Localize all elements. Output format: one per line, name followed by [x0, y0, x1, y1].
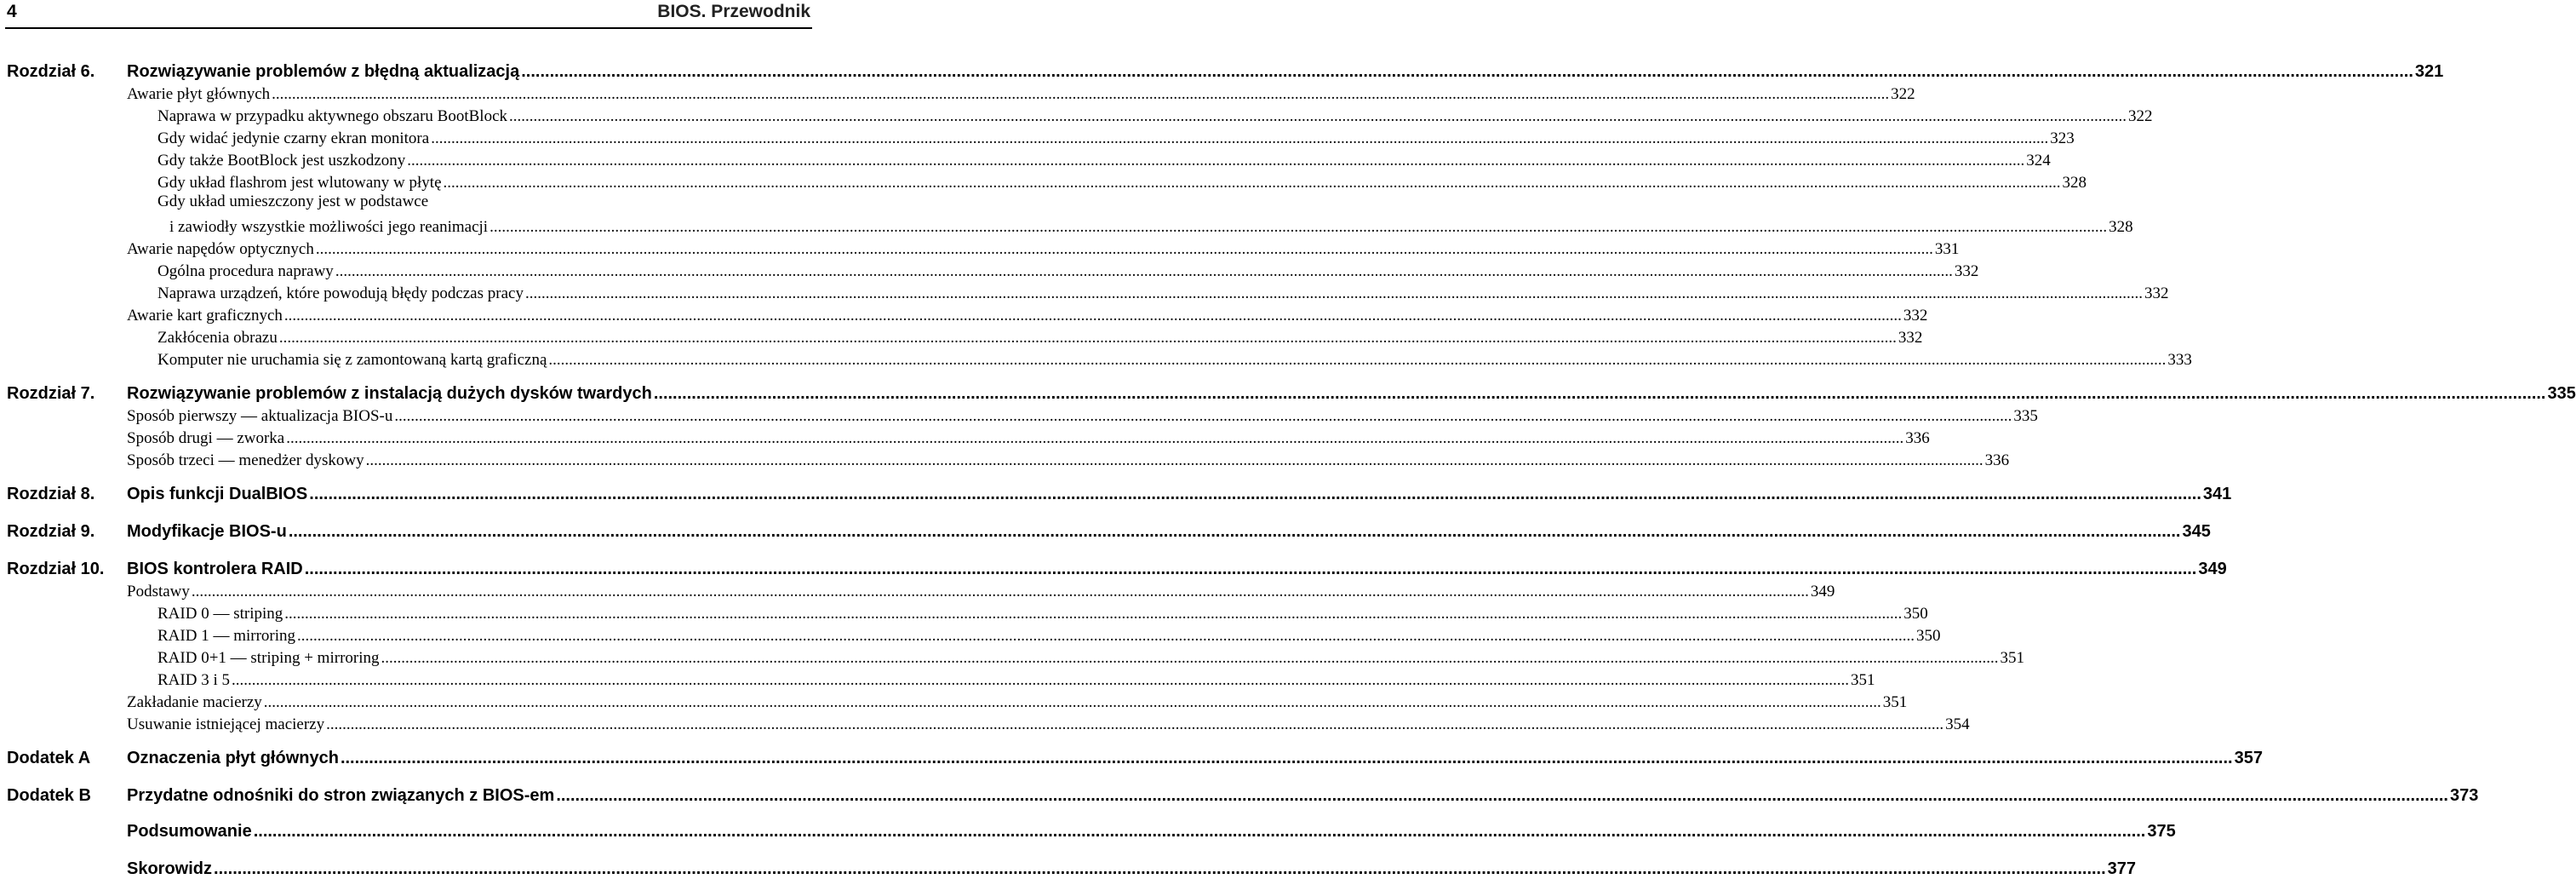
toc-entry [127, 429, 1930, 448]
toc-page-number: 375 [2147, 822, 2176, 841]
toc-section-row [0, 303, 1928, 325]
toc-section-row [0, 126, 2075, 148]
toc-entry-title: Modyfikacje BIOS-u [127, 522, 287, 541]
dot-leader: ................................................................................................................................................................................................................................................................................................................................................................................................................ [315, 240, 1933, 258]
toc-page-number: 336 [1984, 451, 2010, 469]
dot-leader: ................................................................................................................................................................................................................................................................................................................................................................................................................ [365, 451, 1984, 469]
dot-leader: ................................................................................................................................................................................................................................................................................................................................................................................................................ [284, 605, 1903, 623]
toc-entry [157, 152, 2051, 170]
toc-chapter-row [0, 746, 2263, 768]
toc-page-number: 336 [1905, 429, 1930, 447]
toc-entry-title: RAID 0 — striping [157, 605, 283, 623]
toc-entry-title: Przydatne odnośniki do stron związanych z BIOS-em [127, 786, 555, 805]
toc-entry-title: RAID 1 — mirroring [157, 627, 296, 645]
toc-section-row [0, 690, 1908, 712]
toc-page-number: 324 [2026, 152, 2051, 169]
toc-page-number: 357 [2234, 749, 2263, 767]
toc-section-row [0, 712, 1970, 734]
dot-leader: ................................................................................................................................................................................................................................................................................................................................................................................................................ [407, 152, 2025, 169]
toc-page-number: 335 [2013, 407, 2038, 425]
toc-page-number: 332 [1898, 329, 1923, 347]
toc-entry [127, 384, 2576, 404]
dot-leader: ................................................................................................................................................................................................................................................................................................................................................................................................................ [524, 284, 2143, 302]
toc-page-number: 328 [2109, 218, 2133, 236]
dot-leader: ................................................................................................................................................................................................................................................................................................................................................................................................................ [278, 329, 1897, 347]
toc-entry-title: Awarie napędów optycznych [127, 240, 314, 258]
toc-entry-title: Awarie kart graficznych [127, 307, 283, 325]
toc-entry [157, 627, 1941, 646]
dot-leader: ................................................................................................................................................................................................................................................................................................................................................................................................................ [653, 384, 2546, 403]
dot-leader: ................................................................................................................................................................................................................................................................................................................................................................................................................ [335, 262, 1953, 280]
toc-page-number: 322 [1891, 85, 1915, 103]
toc-entry-title: Usuwanie istniejącej macierzy [127, 715, 325, 733]
toc-entry [157, 284, 2169, 303]
toc-section-row [0, 325, 1923, 348]
toc-entry [157, 329, 1923, 348]
toc-entry-title: Sposób trzeci — menedżer dyskowy [127, 451, 364, 469]
toc-chapter-label: Dodatek A [7, 749, 91, 767]
toc-section-row [0, 348, 2192, 370]
toc-page-number: 321 [2414, 62, 2444, 81]
toc-page-number: 332 [1903, 307, 1928, 325]
toc-page-number: 331 [1934, 240, 1960, 258]
toc-entry [157, 262, 1979, 281]
toc-page-number: 332 [2144, 284, 2169, 302]
toc-entry [127, 715, 1970, 734]
toc-entry-title: Zakłócenia obrazu [157, 329, 278, 347]
toc-entry-title: i zawiodły wszystkie możliwości jego reanimacji [169, 218, 489, 236]
toc-entry-title: Rozwiązywanie problemów z błędną aktualizacją [127, 62, 520, 81]
toc-page-number: 349 [2198, 560, 2227, 578]
toc-entry-title: RAID 0+1 — striping + mirroring [157, 649, 380, 667]
toc-page-number: 351 [1850, 671, 1875, 689]
dot-leader: ................................................................................................................................................................................................................................................................................................................................................................................................................ [191, 583, 1809, 600]
toc-entry-title: Awarie płyt głównych [127, 85, 271, 103]
dot-leader: ................................................................................................................................................................................................................................................................................................................................................................................................................ [272, 85, 1890, 103]
dot-leader: ................................................................................................................................................................................................................................................................................................................................................................................................................ [489, 218, 2108, 236]
dot-leader: ................................................................................................................................................................................................................................................................................................................................................................................................................ [394, 407, 2012, 425]
toc-entry-title: Gdy układ flashrom jest wlutowany w płytę [157, 174, 442, 192]
toc-entry-title: RAID 3 i 5 [157, 671, 230, 689]
toc-page-number: 333 [2167, 351, 2192, 369]
toc-chapter-row [0, 819, 2176, 842]
toc-section-row [0, 601, 1928, 623]
toc-chapter-row [0, 520, 2211, 542]
toc-entry-title: Podstawy [127, 583, 190, 600]
dot-leader: ................................................................................................................................................................................................................................................................................................................................................................................................................ [556, 786, 2448, 805]
toc-entry-title: Podsumowanie [127, 822, 252, 841]
toc-page-number: 350 [1903, 605, 1928, 623]
toc-page-number: 332 [1954, 262, 1979, 280]
toc-section-row [0, 646, 2024, 668]
toc-page-number: 328 [2062, 174, 2087, 192]
toc-section-row [0, 170, 2087, 192]
toc-entry-title: Gdy widać jedynie czarny ekran monitora [157, 129, 430, 147]
toc-entry-title: Komputer nie uruchamia się z zamontowaną kartą graficzną [157, 351, 547, 369]
toc-section-row [0, 82, 1915, 104]
toc-chapter-label: Rozdział 9. [7, 522, 95, 541]
toc-chapter-row [0, 482, 2232, 504]
toc-chapter-label: Dodatek B [7, 786, 91, 805]
toc-page-number: 335 [2547, 384, 2576, 403]
toc-entry-title: Gdy układ umieszczony jest w podstawce [157, 192, 429, 210]
toc-chapter-row [0, 857, 2137, 879]
dot-leader: ................................................................................................................................................................................................................................................................................................................................................................................................................ [548, 351, 2167, 369]
toc-chapter-row [0, 557, 2227, 579]
toc-section-row [0, 623, 1941, 646]
dot-leader: ................................................................................................................................................................................................................................................................................................................................................................................................................ [253, 822, 2146, 841]
toc-section-row [0, 579, 1835, 601]
toc-entry [157, 107, 2153, 126]
toc-section-row [0, 237, 1960, 259]
toc-entry-title: Naprawa w przypadku aktywnego obszaru BootBlock [157, 107, 508, 125]
toc-entry [127, 307, 1928, 325]
toc-entry [127, 407, 2038, 426]
toc-entry [157, 174, 2087, 192]
toc-entry [127, 693, 1908, 712]
toc-page-number: 373 [2449, 786, 2479, 805]
toc-chapter-label: Rozdział 6. [7, 62, 95, 81]
toc-page-number: 349 [1810, 583, 1835, 600]
toc-entry-title: Opis funkcji DualBIOS [127, 485, 308, 503]
toc-chapter-row [0, 382, 2576, 404]
toc-chapter-row [0, 784, 2479, 806]
toc-entry [157, 671, 1875, 690]
toc-entry-title: Naprawa urządzeń, które powodują błędy podczas pracy [157, 284, 524, 302]
toc-chapter-label: Rozdział 10. [7, 560, 105, 578]
page-number: 4 [7, 2, 17, 21]
toc-entry [127, 451, 2010, 470]
dot-leader: ................................................................................................................................................................................................................................................................................................................................................................................................................ [283, 307, 1902, 325]
toc-entry-title: Ogólna procedura naprawy [157, 262, 334, 280]
toc-page-number: 345 [2182, 522, 2211, 541]
dot-leader: ................................................................................................................................................................................................................................................................................................................................................................................................................ [297, 627, 1915, 645]
toc-entry [127, 522, 2211, 542]
toc-section-row [0, 281, 2169, 303]
toc-chapter-row [0, 60, 2444, 82]
dot-leader: ................................................................................................................................................................................................................................................................................................................................................................................................................ [288, 522, 2181, 541]
toc-entry [127, 62, 2444, 82]
dot-leader: ................................................................................................................................................................................................................................................................................................................................................................................................................ [431, 129, 2049, 147]
toc-page-number: 323 [2050, 129, 2075, 147]
toc-section-row [0, 668, 1875, 690]
toc-entry [127, 560, 2227, 579]
dot-leader: ................................................................................................................................................................................................................................................................................................................................................................................................................ [214, 859, 2106, 878]
toc-section-row [0, 148, 2051, 170]
toc-entry [127, 822, 2176, 842]
toc-page-number: 351 [1882, 693, 1908, 711]
toc-entry-title: Rozwiązywanie problemów z instalacją dużych dysków twardych [127, 384, 652, 403]
toc-page-number: 350 [1916, 627, 1941, 645]
toc-page-number: 341 [2202, 485, 2232, 503]
dot-leader: ................................................................................................................................................................................................................................................................................................................................................................................................................ [286, 429, 1904, 447]
toc-entry-title: Gdy także BootBlock jest uszkodzony [157, 152, 406, 169]
toc-chapter-label: Rozdział 8. [7, 485, 95, 503]
toc-section-row [0, 215, 2133, 237]
toc-page-number: 351 [2000, 649, 2024, 667]
toc-entry [127, 859, 2137, 879]
toc-page-number: 322 [2128, 107, 2153, 125]
dot-leader: ................................................................................................................................................................................................................................................................................................................................................................................................................ [304, 560, 2197, 578]
toc-entry-title: BIOS kontrolera RAID [127, 560, 303, 578]
toc-entry-title: Oznaczenia płyt głównych [127, 749, 339, 767]
dot-leader: ................................................................................................................................................................................................................................................................................................................................................................................................................ [521, 62, 2413, 81]
toc-section-row [0, 104, 2153, 126]
toc-section-row [0, 426, 1930, 448]
toc-entry [157, 605, 1928, 623]
book-title: BIOS. Przewodnik [657, 2, 810, 21]
dot-leader: ................................................................................................................................................................................................................................................................................................................................................................................................................ [231, 671, 1849, 689]
toc-entry [127, 749, 2263, 768]
toc-entry [127, 786, 2479, 806]
toc-entry-title: Skorowidz [127, 859, 213, 878]
toc-entry-title: Zakładanie macierzy [127, 693, 262, 711]
toc-entry-title: Sposób pierwszy — aktualizacja BIOS-u [127, 407, 393, 425]
toc-entry [157, 129, 2075, 148]
toc-entry [127, 85, 1915, 104]
dot-leader: ................................................................................................................................................................................................................................................................................................................................................................................................................ [263, 693, 1881, 711]
toc-section-row [0, 259, 1979, 281]
toc-entry [169, 218, 2133, 237]
toc-chapter-label: Rozdział 7. [7, 384, 95, 403]
toc-entry [157, 649, 2024, 668]
toc-page-number: 377 [2107, 859, 2137, 878]
toc-section-row [0, 448, 2010, 470]
toc-entry [127, 485, 2232, 504]
toc-entry [127, 583, 1835, 601]
toc-entry-title: Sposób drugi — zworka [127, 429, 285, 447]
toc-page-number: 354 [1945, 715, 1970, 733]
toc-entry [157, 351, 2192, 370]
dot-leader: ................................................................................................................................................................................................................................................................................................................................................................................................................ [381, 649, 1999, 667]
dot-leader: ................................................................................................................................................................................................................................................................................................................................................................................................................ [309, 485, 2201, 503]
toc-section-row [0, 404, 2038, 426]
page-header [5, 0, 812, 29]
dot-leader: ................................................................................................................................................................................................................................................................................................................................................................................................................ [509, 107, 2127, 125]
dot-leader: ................................................................................................................................................................................................................................................................................................................................................................................................................ [443, 174, 2061, 192]
toc-entry [127, 240, 1960, 259]
dot-leader: ................................................................................................................................................................................................................................................................................................................................................................................................................ [340, 749, 2233, 767]
dot-leader: ................................................................................................................................................................................................................................................................................................................................................................................................................ [326, 715, 1944, 733]
